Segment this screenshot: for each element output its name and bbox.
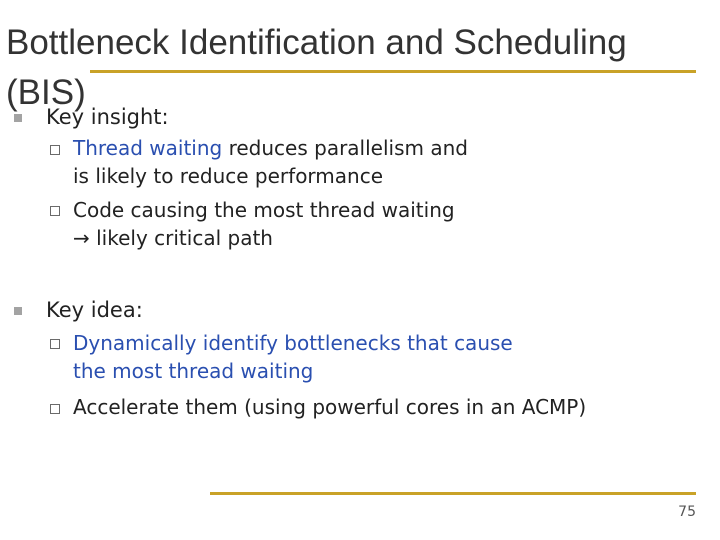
list-item-continuation: is likely to reduce performance bbox=[73, 164, 384, 188]
list-item-continuation: the most thread waiting bbox=[73, 359, 314, 383]
highlight-text: Thread waiting bbox=[73, 136, 223, 160]
list-item: Code causing the most thread waiting bbox=[73, 198, 455, 222]
body-text: reduces parallelism and bbox=[222, 136, 468, 160]
list-item-continuation: → likely critical path bbox=[73, 226, 273, 250]
checkbox-bullet-icon bbox=[50, 339, 60, 349]
checkbox-bullet-icon bbox=[50, 404, 60, 414]
bullet-icon bbox=[14, 307, 22, 315]
checkbox-bullet-icon bbox=[50, 206, 60, 216]
page-number: 75 bbox=[678, 504, 696, 520]
checkbox-bullet-icon bbox=[50, 145, 60, 155]
footer-divider bbox=[210, 492, 696, 495]
list-item bbox=[73, 134, 468, 162]
section-heading: Key idea: bbox=[46, 298, 143, 322]
section-heading: Key insight: bbox=[46, 105, 169, 129]
list-item: Dynamically identify bottlenecks that cause bbox=[73, 331, 513, 355]
title-divider bbox=[90, 70, 696, 73]
slide-title: Bottleneck Identification and Scheduling (BIS) bbox=[6, 23, 627, 112]
list-item: Accelerate them (using powerful cores in an ACMP) bbox=[73, 395, 587, 419]
bullet-icon bbox=[14, 114, 22, 122]
